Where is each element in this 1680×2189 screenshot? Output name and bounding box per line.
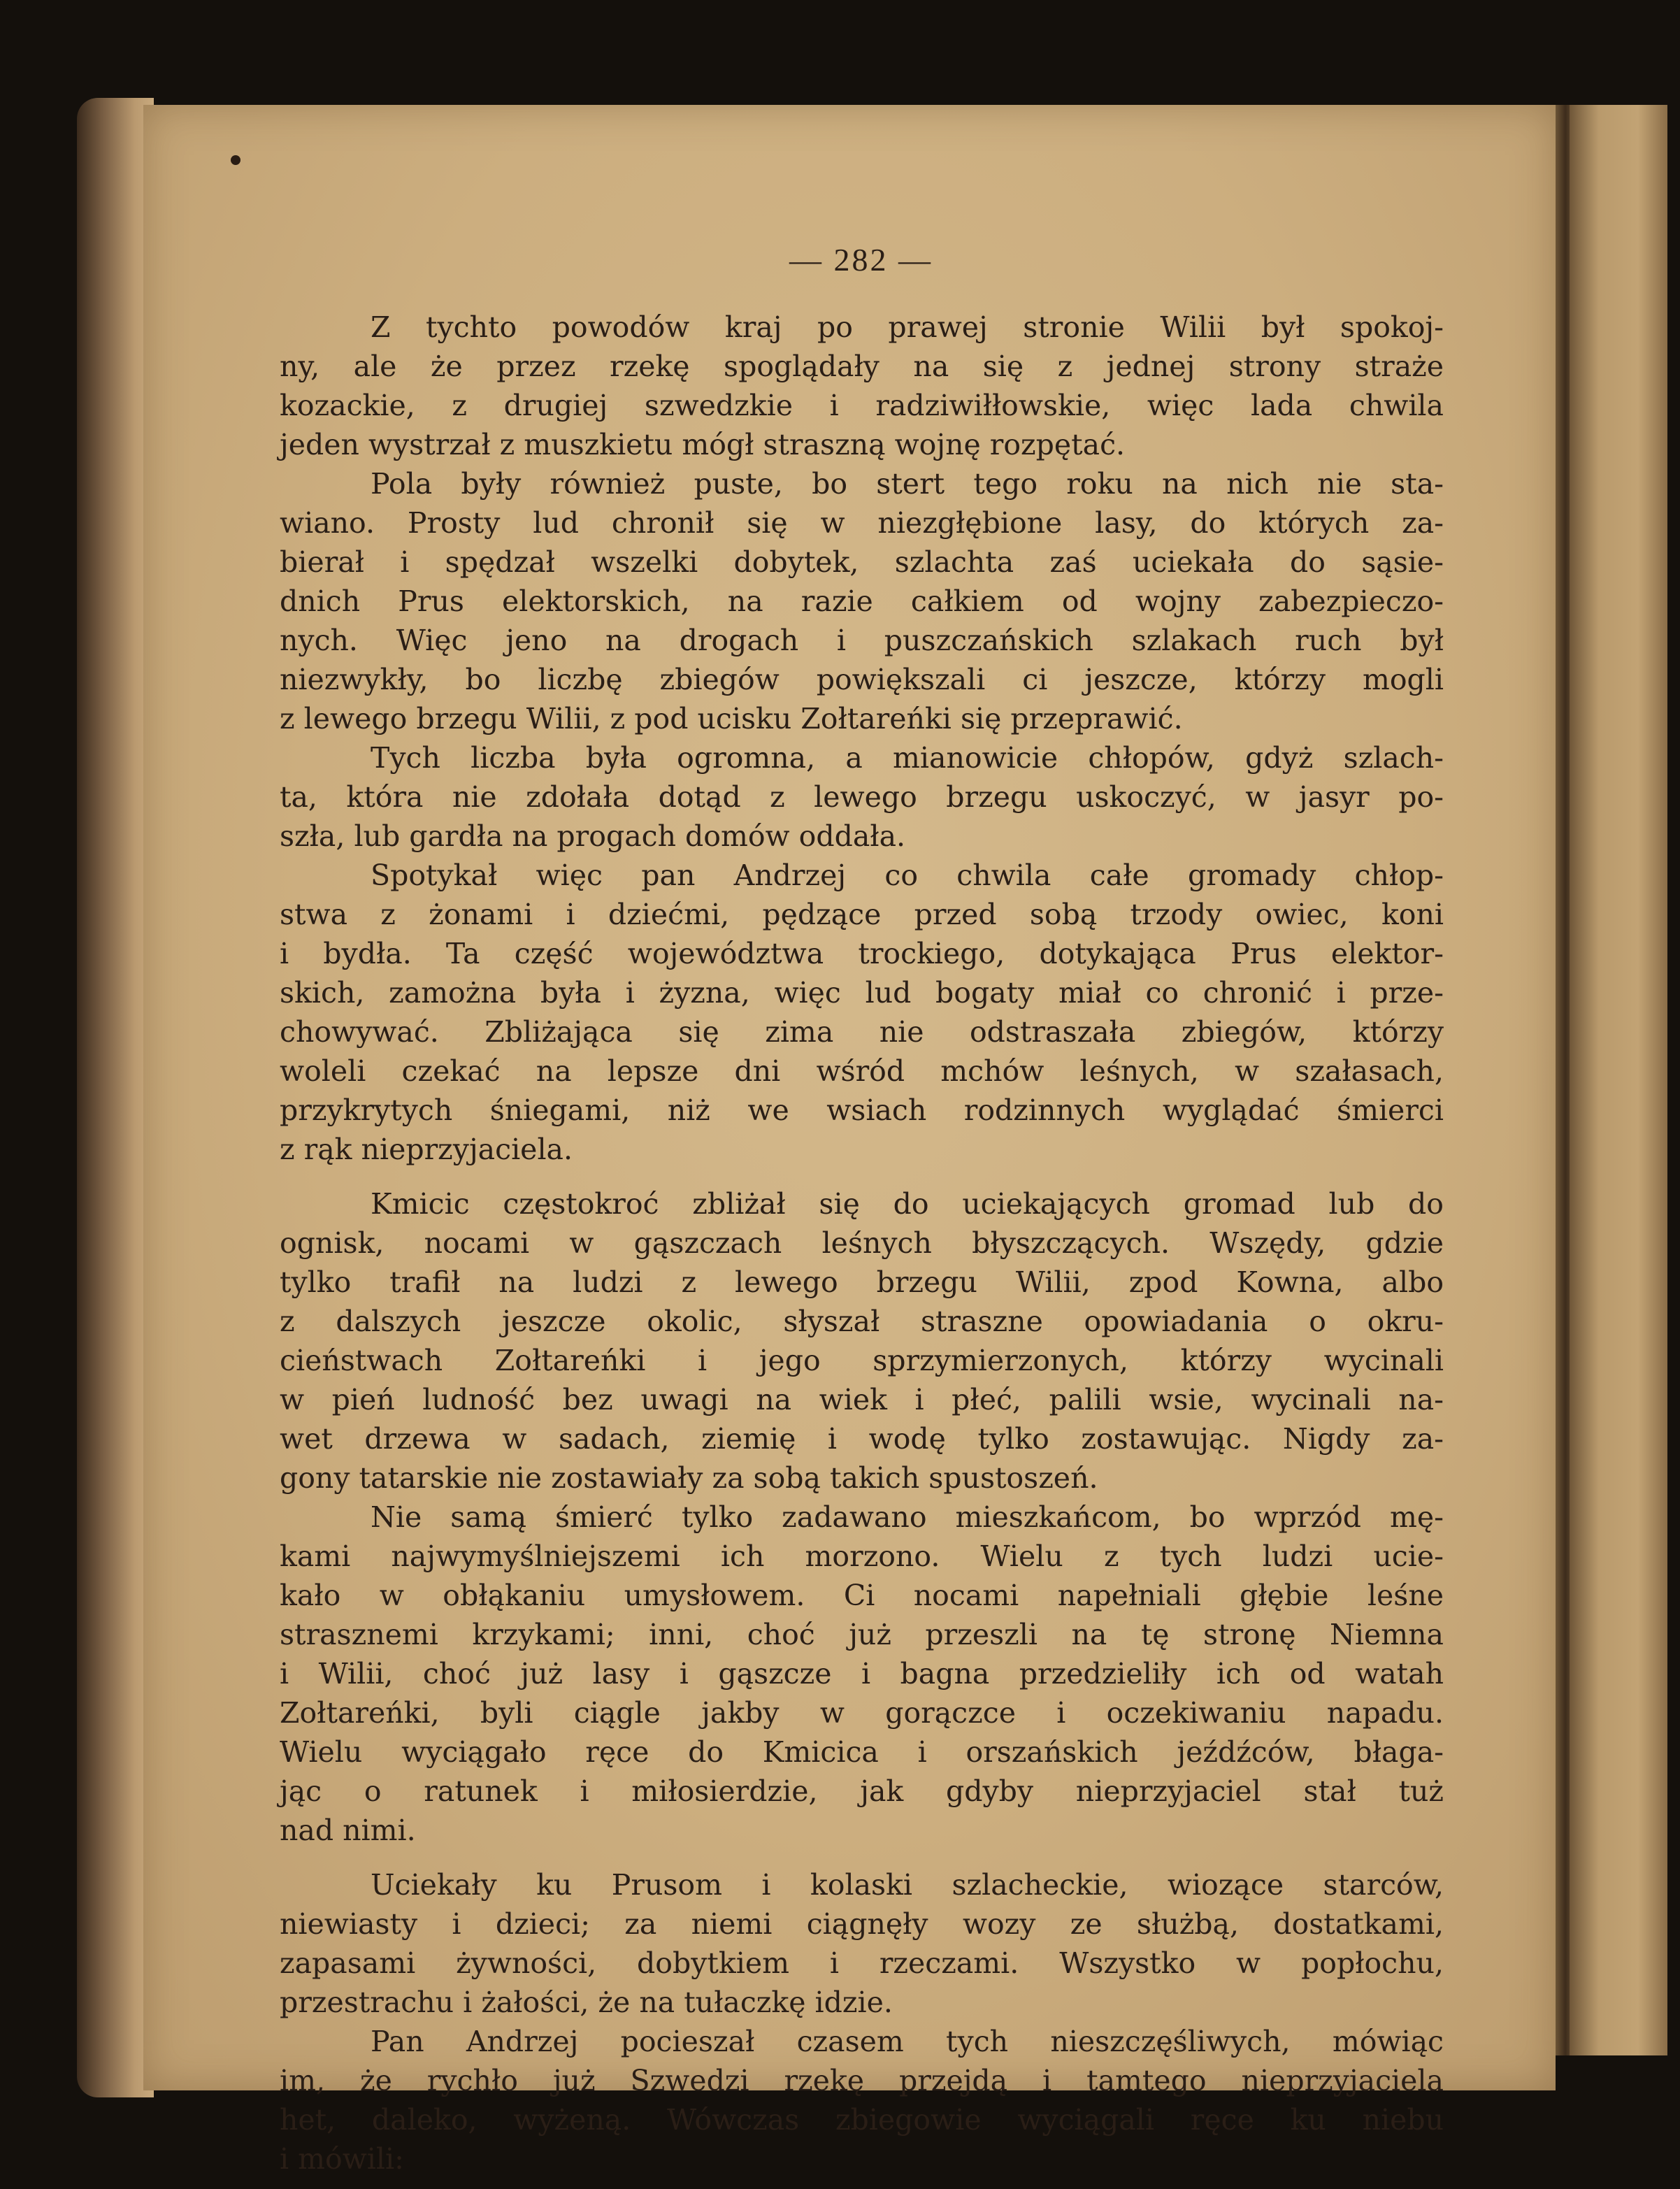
- next-page-edge: [1570, 105, 1667, 2055]
- text-line: tylko trafił na ludzi z lewego brzegu Wilii, zpod Kowna, albo: [280, 1265, 1444, 1299]
- text-line: Pola były również puste, bo stert tego roku na nich nie sta-: [371, 467, 1444, 501]
- text-line: skich, zamożna była i żyzna, więc lud bogaty miał co chronić i prze-: [280, 976, 1444, 1010]
- text-line: kami najwymyślniejszemi ich morzono. Wielu z tych ludzi ucie-: [280, 1540, 1444, 1573]
- text-line: Zołtareńki, byli ciągle jakby w gorączce i oczekiwaniu napadu.: [280, 1696, 1444, 1730]
- text-line: nych. Więc jeno na drogach i puszczańskich szlakach ruch był: [280, 624, 1444, 657]
- text-line: niewiasty i dzieci; za niemi ciągnęły wozy ze służbą, dostatkami,: [280, 1907, 1444, 1941]
- text-line: dnich Prus elektorskich, na razie całkiem od wojny zabezpieczo-: [280, 584, 1444, 618]
- paragraph: [280, 2022, 1444, 2179]
- text-line: przykrytych śniegami, niż we wsiach rodzinnych wyglądać śmierci: [280, 1093, 1444, 1127]
- text-line: zapasami żywności, dobytkiem i rzeczami. Wszystko w popłochu,: [280, 1946, 1444, 1980]
- paragraph: [280, 1865, 1444, 2022]
- paragraph: [280, 856, 1444, 1169]
- text-line: stwa z żonami i dziećmi, pędzące przed sobą trzody owiec, koni: [280, 898, 1444, 931]
- text-line: z lewego brzegu Wilii, z pod ucisku Zołtareńki się przeprawić.: [280, 702, 1183, 735]
- text-line: i mówili:: [280, 2142, 404, 2176]
- ink-dot: [231, 155, 240, 165]
- text-line: i bydła. Ta część województwa trockiego, dotykająca Prus elektor-: [280, 937, 1444, 970]
- text-line: z dalszych jeszcze okolic, słyszał straszne opowiadania o okru-: [280, 1305, 1444, 1338]
- text-line: woleli czekać na lepsze dni wśród mchów leśnych, w szałasach,: [280, 1054, 1444, 1088]
- paragraph: [280, 1498, 1444, 1850]
- paragraph: [280, 738, 1444, 856]
- text-line: kało w obłąkaniu umysłowem. Ci nocami napełniali głębie leśne: [280, 1579, 1444, 1612]
- text-line: w pień ludność bez uwagi na wiek i płeć, palili wsie, wycinali na-: [280, 1383, 1444, 1416]
- text-line: i Wilii, choć już lasy i gąszcze i bagna przedzieliły ich od watah: [280, 1657, 1444, 1691]
- text-line: ognisk, nocami w gąszczach leśnych błyszczących. Wszędy, gdzie: [280, 1226, 1444, 1260]
- body-text: [280, 308, 1444, 2179]
- text-line: strasznemi krzykami; inni, choć już przeszli na tę stronę Niemna: [280, 1618, 1444, 1651]
- text-line: wet drzewa w sadach, ziemię i wodę tylko zostawując. Nigdy za-: [280, 1422, 1444, 1456]
- text-line: z rąk nieprzyjaciela.: [280, 1133, 573, 1166]
- text-line: przestrachu i żałości, że na tułaczkę idzie.: [280, 1986, 893, 2019]
- page-number: — 282 —: [789, 242, 933, 278]
- book-spine: [77, 98, 154, 2097]
- text-line: kozackie, z drugiej szwedzkie i radziwiłłowskie, więc lada chwila: [280, 389, 1444, 422]
- text-line: Kmicic częstokroć zbliżał się do uciekających gromad lub do: [371, 1187, 1444, 1221]
- text-line: Z tychto powodów kraj po prawej stronie Wilii był spokoj-: [371, 310, 1444, 344]
- text-line: Spotykał więc pan Andrzej co chwila całe gromady chłop-: [371, 859, 1444, 892]
- text-line: Pan Andrzej pocieszał czasem tych nieszczęśliwych, mówiąc: [371, 2025, 1444, 2058]
- text-line: wiano. Prosty lud chronił się w niezgłębione lasy, do których za-: [280, 506, 1444, 540]
- text-line: niezwykły, bo liczbę zbiegów powiększali ci jeszcze, którzy mogli: [280, 663, 1444, 696]
- text-line: ny, ale że przez rzekę spoglądały na się z jednej strony straże: [280, 350, 1444, 383]
- text-line: ta, która nie zdołała dotąd z lewego brzegu uskoczyć, w jasyr po-: [280, 780, 1444, 814]
- text-line: jąc o ratunek i miłosierdzie, jak gdyby nieprzyjaciel stał tuż: [280, 1774, 1444, 1808]
- text-line: chowywać. Zbliżająca się zima nie odstraszała zbiegów, którzy: [280, 1015, 1444, 1049]
- text-line: Tych liczba była ogromna, a mianowicie chłopów, gdyż szlach-: [371, 741, 1444, 775]
- text-line: Wielu wyciągało ręce do Kmicica i orszańskich jeźdźców, błaga-: [280, 1735, 1444, 1769]
- paragraph: [280, 308, 1444, 464]
- text-line: gony tatarskie nie zostawiały za sobą takich spustoszeń.: [280, 1461, 1098, 1495]
- text-line: szła, lub gardła na progach domów oddała.: [280, 819, 906, 853]
- text-line: cieństwach Zołtareńki i jego sprzymierzonych, którzy wycinali: [280, 1344, 1444, 1377]
- text-line: bierał i spędzał wszelki dobytek, szlachta zaś uciekała do sąsie-: [280, 545, 1444, 579]
- text-line: nad nimi.: [280, 1814, 416, 1847]
- text-line: Nie samą śmierć tylko zadawano mieszkańcom, bo wprzód mę-: [371, 1500, 1444, 1534]
- text-line: het, daleko, wyżeną. Wówczas zbiegowie wyciągali ręce ku niebu: [280, 2103, 1444, 2137]
- text-line: Uciekały ku Prusom i kolaski szlacheckie, wiozące starców,: [371, 1868, 1444, 1902]
- paragraph: [280, 464, 1444, 738]
- text-line: im, że rychło już Szwedzi rzekę przejdą i tamtego nieprzyjaciela: [280, 2064, 1444, 2097]
- text-line: jeden wystrzał z muszkietu mógł straszną wojnę rozpętać.: [280, 428, 1126, 461]
- paragraph: [280, 1184, 1444, 1498]
